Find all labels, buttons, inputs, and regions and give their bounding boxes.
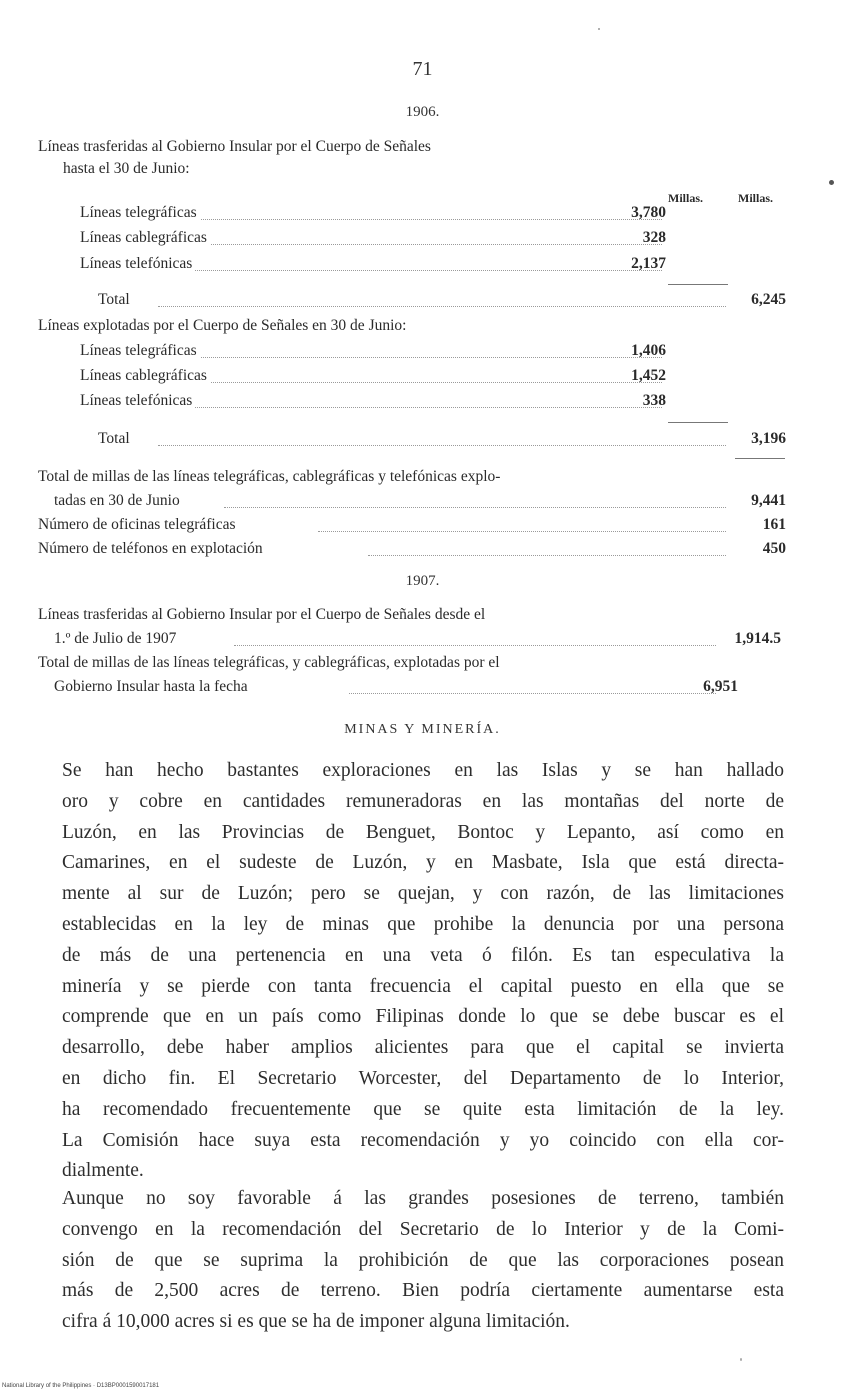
total-1907-value: 6,951 [703, 678, 738, 695]
scan-speck [829, 180, 834, 185]
para1-line: Se han hecho bastantes exploraciones en las Islas y se han hallado [62, 760, 784, 781]
row-label: Líneas telegráficas [80, 342, 200, 360]
transferred-row-telephone [80, 255, 786, 275]
para1-line: oro y cobre en cantidades remuneradoras en las montañas del norte de [62, 790, 784, 812]
column-header-miles-2: Millas. [738, 191, 773, 205]
grand-total-label: tadas en 30 de Junio [54, 492, 183, 510]
mining-paragraph-2 [62, 1184, 784, 1338]
phones-label: Número de teléfonos en explotación [38, 540, 266, 558]
year-heading-1906: 1906. [405, 104, 440, 120]
offices-row [38, 516, 786, 536]
page-number: 71 [412, 58, 433, 80]
phones-row [38, 540, 786, 560]
para1-line: Luzón, en las Provincias de Benguet, Bontoc y Lepanto, así como en [62, 821, 784, 843]
transferred-heading-line1: Líneas trasferidas al Gobierno Insular por el Cuerpo de Señales [38, 138, 431, 155]
para1-line: La Comisión hace suya esta recomendación y yo coincido con ella cor- [62, 1129, 784, 1151]
section-title-mining: MINAS Y MINERÍA. [344, 722, 501, 737]
scan-speck [740, 1358, 742, 1361]
grand-total-row [54, 492, 786, 512]
para2-line: más de 2,500 acres de terreno. Bien podría ciertamente aumentarse esta [62, 1280, 784, 1302]
para1-line: dialmente. [62, 1160, 144, 1182]
row-value: 1,452 [631, 367, 666, 384]
row-label: Líneas telefónicas [80, 255, 195, 273]
library-footer: National Library of the Philippines · D13BP0001590017181 [2, 1383, 160, 1389]
para2-line: convengo en la recomendación del Secretario de lo Interior y de la Comi- [62, 1218, 784, 1240]
operated-row-cable [80, 367, 786, 387]
grand-total-value: 9,441 [751, 492, 786, 509]
subtotal-rule [668, 422, 728, 423]
transferred-heading-line2: hasta el 30 de Junio: [63, 160, 190, 177]
para1-line: Camarines, en el sudeste de Luzón, y en Masbate, Isla que está directa- [62, 852, 784, 874]
row-label: Líneas telegráficas [80, 204, 200, 222]
transferred-1907-line1: Líneas trasferidas al Gobierno Insular por el Cuerpo de Señales desde el [38, 606, 486, 623]
year-heading-1907: 1907. [405, 573, 440, 589]
row-label: Líneas cablegráficas [80, 367, 210, 385]
grand-total-line1: Total de millas de las líneas telegráficas, cablegráficas y telefónicas explo- [38, 468, 501, 485]
operated-total-row [98, 430, 786, 450]
subtotal-rule [668, 284, 728, 285]
row-value: 338 [642, 392, 666, 409]
transferred-1907-label: 1.º de Julio de 1907 [54, 630, 179, 648]
operated-row-telegraph [80, 342, 786, 362]
total-value: 6,245 [751, 291, 786, 308]
para1-line: en dicho fin. El Secretario Worcester, del Departamento de lo Interior, [62, 1067, 784, 1089]
para1-line: desarrollo, debe haber amplios alicientes para que el capital se invierta [62, 1037, 784, 1059]
transferred-row-cable [80, 229, 786, 249]
para1-line: comprende que en un país como Filipinas donde lo que se debe buscar es el [62, 1006, 784, 1028]
total-1907-label: Gobierno Insular hasta la fecha [54, 678, 251, 696]
row-label: Líneas cablegráficas [80, 229, 210, 247]
para1-line: establecidas en la ley de minas que prohibe la denuncia por una persona [62, 913, 784, 935]
total-label: Total [98, 430, 133, 448]
para1-line: minería y se pierde con tanta frecuencia el capital puesto en ella que se [62, 975, 784, 997]
para2-line: sión de que se suprima la prohibición de que las corporaciones posean [62, 1249, 784, 1271]
para2-line: cifra á 10,000 acres si es que se ha de imponer alguna limitación. [62, 1311, 570, 1333]
para1-line: de más de una pertenencia en una veta ó filón. Es tan especulativa la [62, 944, 784, 966]
row-value: 2,137 [631, 255, 666, 272]
offices-value: 161 [762, 516, 786, 533]
total-value: 3,196 [751, 430, 786, 447]
para1-line: mente al sur de Luzón; pero se quejan, y con razón, de las limitaciones [62, 883, 784, 905]
transferred-1907-row [54, 630, 786, 650]
total-label: Total [98, 291, 133, 309]
mining-paragraph-1 [62, 756, 784, 1187]
transferred-1907-value: 1,914.5 [734, 630, 781, 647]
total-rule [735, 458, 785, 459]
total-1907-row [54, 678, 786, 698]
para2-line: Aunque no soy favorable á las grandes posesiones de terreno, también [62, 1188, 784, 1209]
para1-line: ha recomendado frecuentemente que se quite esta limitación de la ley. [62, 1098, 784, 1120]
column-header-miles-1: Millas. [668, 191, 703, 205]
row-value: 1,406 [631, 342, 666, 359]
phones-value: 450 [762, 540, 786, 557]
transferred-total-row [98, 291, 786, 311]
row-value: 328 [642, 229, 666, 246]
transferred-row-telegraph [80, 204, 786, 224]
operated-heading: Líneas explotadas por el Cuerpo de Señales en 30 de Junio: [38, 317, 407, 334]
row-label: Líneas telefónicas [80, 392, 195, 410]
total-1907-line1: Total de millas de las líneas telegráficas, y cablegráficas, explotadas por el [38, 654, 500, 671]
row-value: 3,780 [631, 204, 666, 221]
offices-label: Número de oficinas telegráficas [38, 516, 239, 534]
scan-speck [598, 28, 600, 30]
operated-row-telephone [80, 392, 786, 412]
